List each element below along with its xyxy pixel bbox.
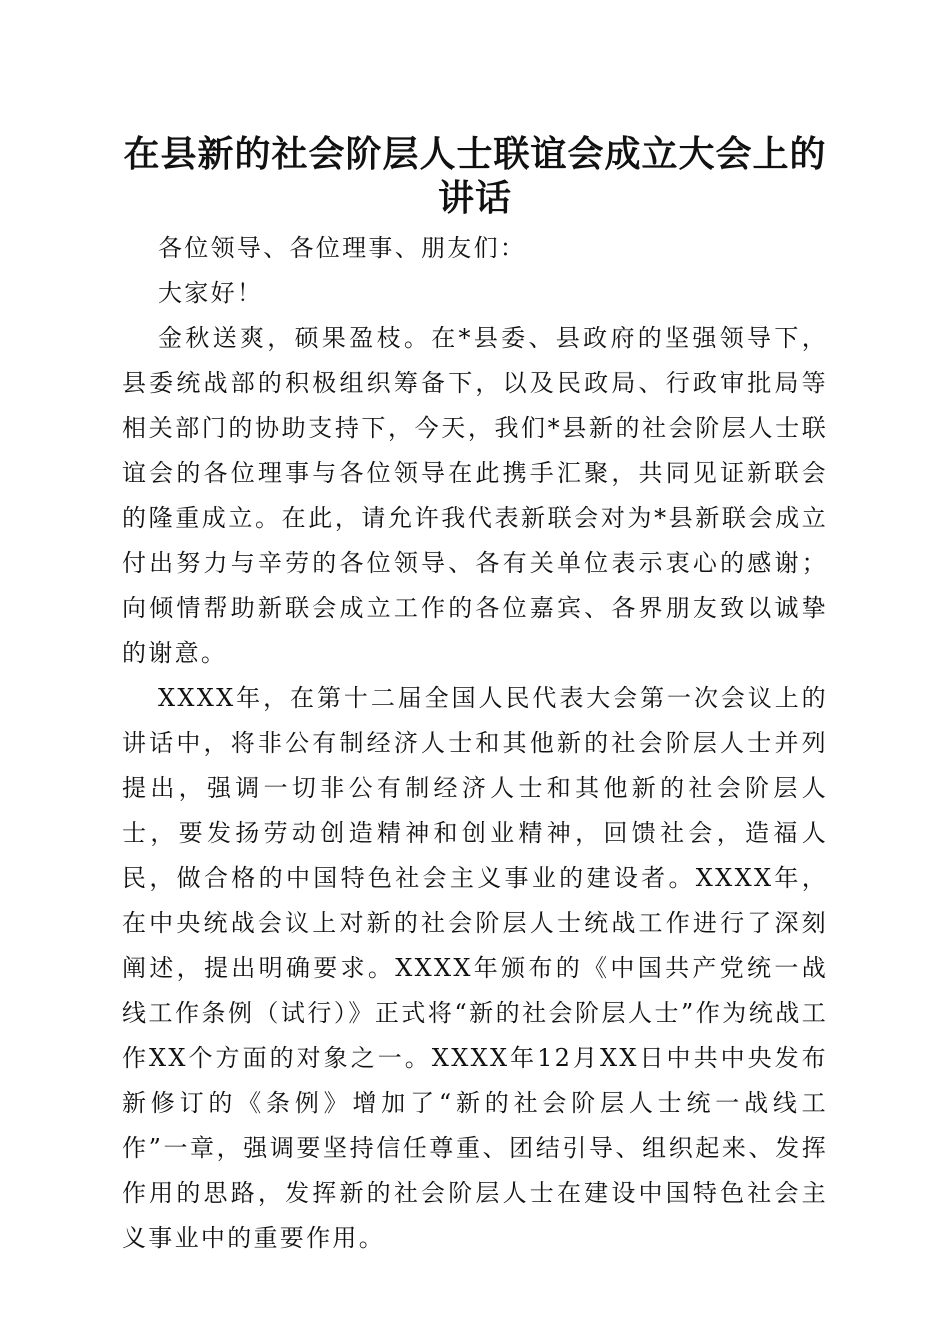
document-title: 在县新的社会阶层人士联谊会成立大会上的讲话 — [123, 133, 827, 219]
paragraph-policy-history: XXXX年，在第十二届全国人民代表大会第一次会议上的讲话中，将非公有制经济人士和其他新的社会阶层人士并列提出，强调一切非公有制经济人士和其他新的社会阶层人士，要发扬劳动创造精神和创业精神，回馈社会，造福人民，做合格的中国特色社会主义事业的建设者。XXXX年，在中央统战会议上对新的社会阶层人士统战工作进行了深刻阐述，提出明确要求。XXXX年颁布的《中国共产党统一战线工作条例（试行）》正式将“新的社会阶层人士”作为统战工作XX个方面的对象之一。XXXX年12月XX日中共中央发布新修订的《条例》增加了“新的社会阶层人士统一战线工作”一章，强调要坚持信任尊重、团结引导、组织起来、发挥作用的思路，发挥新的社会阶层人士在建设中国特色社会主义事业中的重要作用。 — [122, 684, 828, 1252]
paragraph-opening: 金秋送爽，硕果盈枝。在*县委、县政府的坚强领导下，县委统战部的积极组织筹备下，以及民政局、行政审批局等相关部门的协助支持下，今天，我们*县新的社会阶层人士联谊会的各位理事与各位领导在此携手汇聚，共同见证新联会的隆重成立。在此，请允许我代表新联会对为*县新联会成立付出努力与辛劳的各位领导、各有关单位表示衷心的感谢；向倾情帮助新联会成立工作的各位嘉宾、各界朋友致以诚挚的谢意。 — [122, 324, 828, 667]
salutation: 各位领导、各位理事、朋友们： — [158, 234, 527, 262]
greeting: 大家好！ — [158, 279, 264, 307]
